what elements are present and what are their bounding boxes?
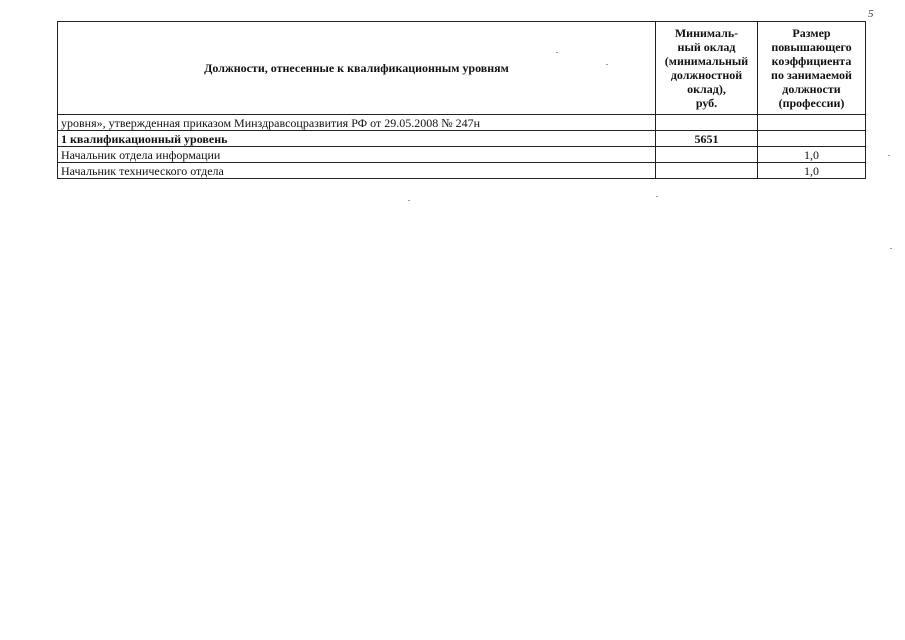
scan-speck: [408, 200, 410, 201]
table-row: [58, 131, 866, 147]
salary-table: [57, 21, 866, 179]
header-coefficient: Размер повышающего коэффициента по занимаемой должности (профессии): [758, 22, 866, 115]
row-position: 1 квалификационный уровень: [58, 131, 656, 147]
row-coefficient: [758, 131, 866, 147]
row-position: Начальник технического отдела: [58, 163, 656, 179]
table-header-row: [58, 22, 866, 115]
row-coefficient: [758, 115, 866, 131]
header-min-salary: Минималь- ный оклад (минимальный должностной оклад), руб.: [656, 22, 758, 115]
row-salary: [656, 115, 758, 131]
scan-speck: [606, 64, 608, 65]
page-number: 5: [868, 8, 874, 20]
row-coefficient: 1,0: [758, 147, 866, 163]
table-row: [58, 115, 866, 131]
scan-speck: [656, 196, 658, 197]
row-coefficient: 1,0: [758, 163, 866, 179]
row-salary: 5651: [656, 131, 758, 147]
table-row: [58, 163, 866, 179]
header-position: Должности, отнесенные к квалификационным уровням: [58, 22, 656, 115]
table-row: [58, 147, 866, 163]
row-position: Начальник отдела информации: [58, 147, 656, 163]
scan-speck: [890, 248, 892, 249]
row-position: уровня», утвержденная приказом Минздравсоцразвития РФ от 29.05.2008 № 247н: [58, 115, 656, 131]
scan-speck: [888, 155, 890, 156]
row-salary: [656, 147, 758, 163]
scan-speck: [556, 52, 558, 53]
row-salary: [656, 163, 758, 179]
